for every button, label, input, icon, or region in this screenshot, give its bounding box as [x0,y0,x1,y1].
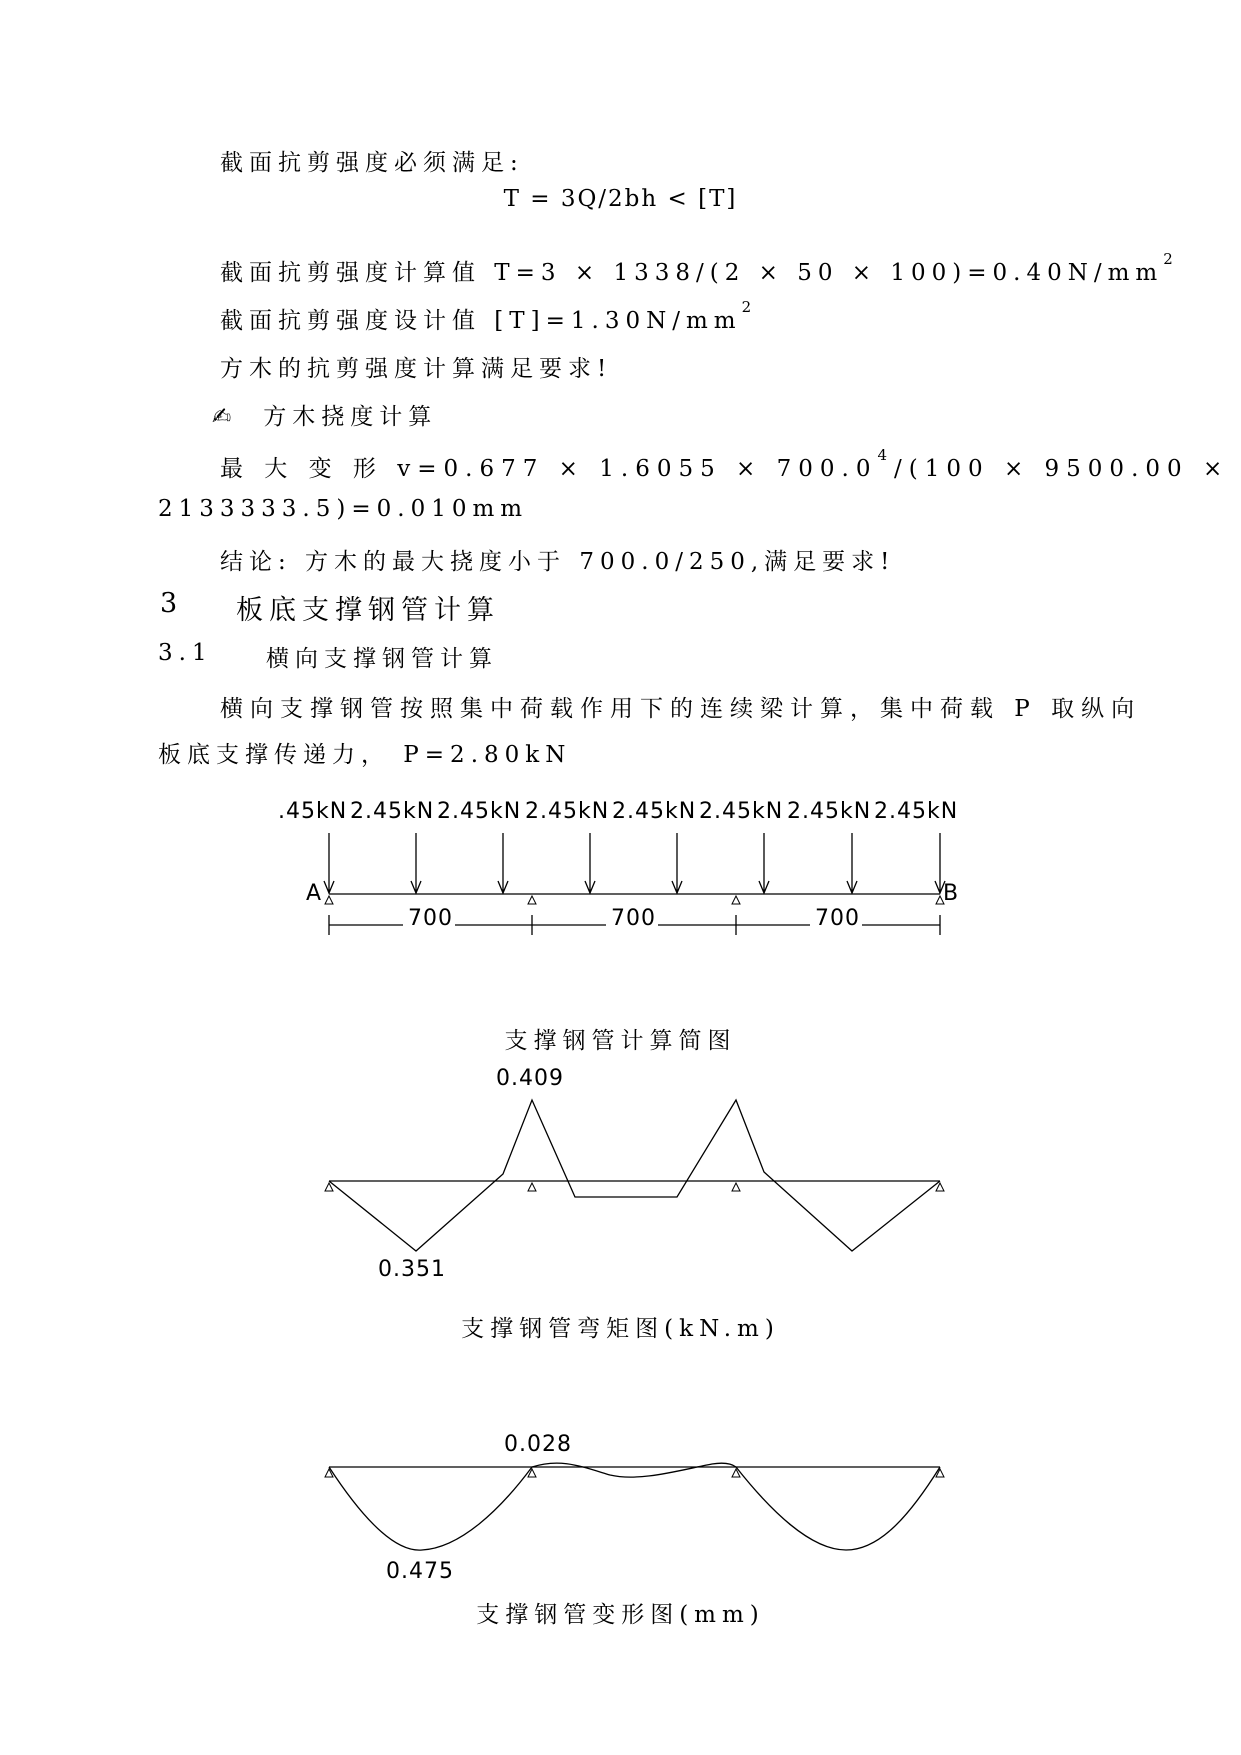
load-label: .45kN [278,799,348,824]
span-label: 700 [815,906,860,931]
shear-formula: T = 3Q/2bh < [T] [503,186,738,212]
shear-calc-sup: 2 [1163,250,1179,268]
shear-design-text: 截面抗剪强度设计值 [T]=1.30N/mm [220,308,742,334]
max-deflection-text: 最 大 变 形 v=0.677 × 1.6055 × 700.0 [220,456,878,482]
deflection-diagram-caption: 支撑钢管变形图(mm) [476,1602,765,1628]
span-label: 700 [611,906,656,931]
moment-max-label: 0.409 [496,1066,564,1091]
shear-design-sup: 2 [741,298,758,316]
body-line-2: 板底支撑传递力， P=2.80kN [158,742,572,768]
deflection-title: 方木挠度计算 [263,404,438,430]
load-label: 2.45kN [787,799,872,824]
load-label: 2.45kN [350,799,435,824]
section-3-1-title: 横向支撑钢管计算 [266,646,498,672]
section-3-number: 3 [160,588,184,619]
load-label: 2.45kN [525,799,610,824]
conclusion: 结论: 方木的最大挠度小于 700.0/250,满足要求! [220,549,896,575]
shear-requirement: 截面抗剪强度必须满足: [220,150,524,176]
support-label-b: B [943,881,960,906]
max-deflection-cont: 2133333.5)=0.010mm [158,496,529,522]
moment-diagram-caption: 支撑钢管弯矩图(kN.m) [461,1316,780,1342]
load-diagram-caption: 支撑钢管计算简图 [504,1028,737,1054]
shear-calc-text: 截面抗剪强度计算值 T=3 × 1338/(2 × 50 × 100)=0.40N/mm [220,260,1164,286]
support-triangle [936,1469,944,1477]
load-label: 2.45kN [437,799,522,824]
deflection-bottom-label: 0.475 [386,1559,454,1584]
load-label: 2.45kN [612,799,697,824]
deflection-top-label: 0.028 [504,1432,572,1457]
section-3-title: 板底支撑钢管计算 [236,595,500,626]
load-label: 2.45kN [699,799,784,824]
max-deflection-sup: 4 [877,446,895,464]
body-line-1: 横向支撑钢管按照集中荷载作用下的连续梁计算，集中荷载 P 取纵向 [220,696,1142,722]
writing-hand-icon: ✍ [212,404,238,430]
shear-ok: 方木的抗剪强度计算满足要求! [220,356,613,382]
support-label-a: A [306,881,323,906]
section-3-1-number: 3.1 [158,640,213,666]
span-label: 700 [408,906,453,931]
deflection-supports [325,1469,944,1477]
max-deflection-suffix: /(100 × 9500.00 × [894,456,1230,482]
deflection-curve [329,1463,940,1550]
load-label: 2.45kN [874,799,959,824]
moment-min-label: 0.351 [378,1257,446,1282]
